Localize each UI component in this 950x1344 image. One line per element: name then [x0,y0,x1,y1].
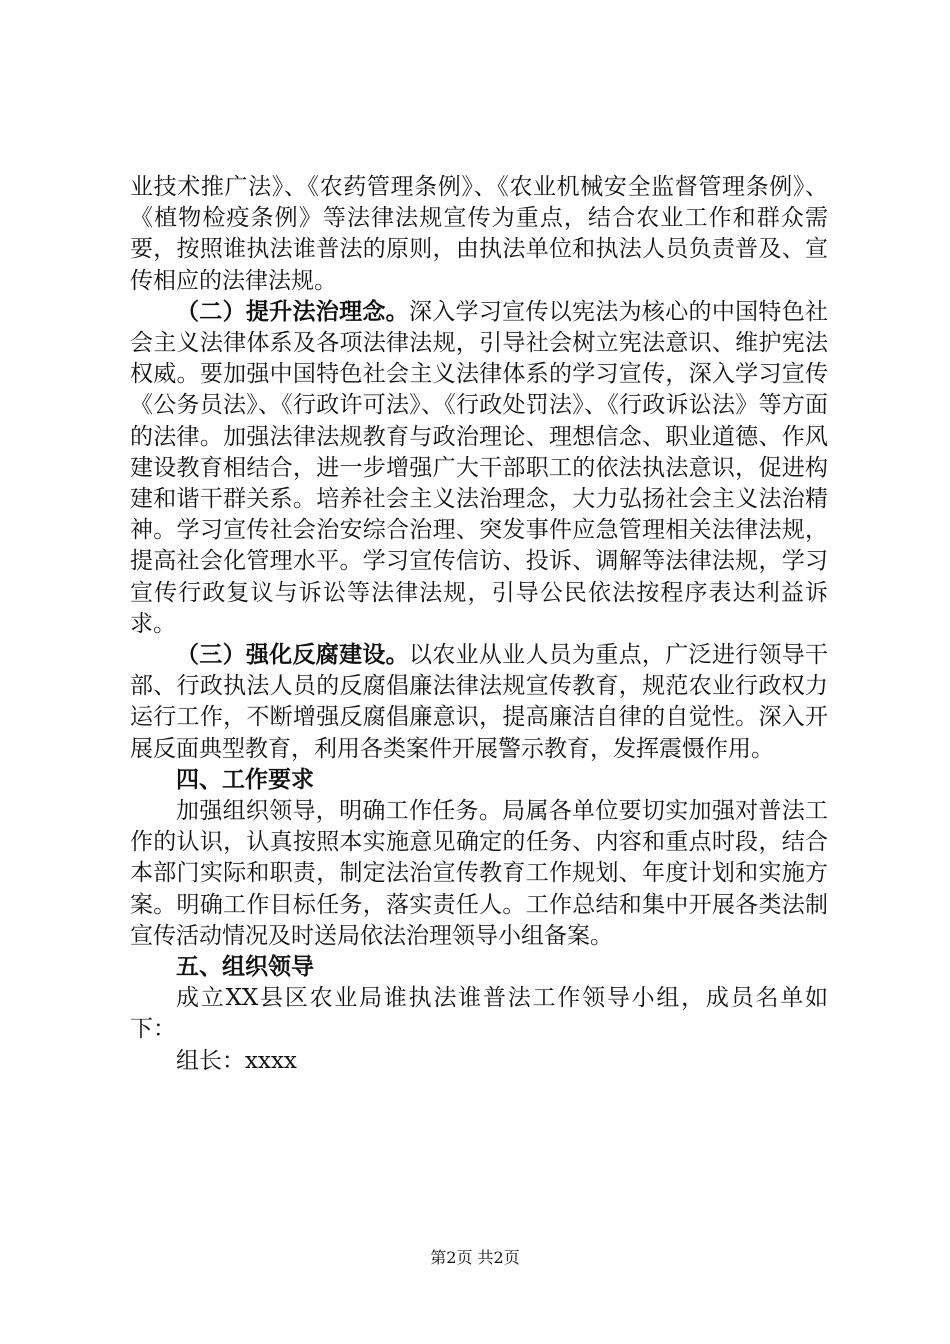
section-lead-anti-corruption: （三）强化反腐建设。 [176,642,409,669]
paragraph-organization: 成立XX县区农业局谁执法谁普法工作领导小组，成员名单如下： [130,985,828,1043]
section-heading-work-requirements: 四、工作要求 [176,766,314,793]
paragraph-work-requirements: 加强组织领导，明确工作任务。局属各单位要切实加强对普法工作的认识，认真按照本实施意见确定的任务、内容和重点时段，结合本部门实际和职责，制定法治宣传教育工作规划、年度计划和实施方案。明确工作目标任务，落实责任人。工作总结和集中开展各类法制宣传活动情况及时送局依法治理领导小组备案。 [130,798,828,949]
paragraph-anti-corruption [130,640,828,765]
paragraph-anti-corruption-text: 以农业从业人员为重点，广泛进行领导干部、行政执法人员的反腐倡廉法律法规宣传教育，规范农业行政权力运行工作，不断增强反腐倡廉意识，提高廉洁自律的自觉性。深入开展反面典型教育，利用各类案件开展警示教育，发挥震慑作用。 [130,642,829,762]
paragraph-rule-of-law-text: 深入学习宣传以宪法为核心的中国特色社会主义法律体系及各项法律法规，引导社会树立宪法意识、维护宪法权威。要加强中国特色社会主义法律体系的学习宣传，深入学习宣传《公务员法》、《行政许可法》、《行政处罚法》、《行政诉讼法》等方面的法律。加强法律法规教育与政治理论、理想信念、职业道德、作风建设教育相结合，进一步增强广大干部职工的依法执法意识，促进构建和谐干群关系。培养社会主义法治理念，大力弘扬社会主义法治精神。学习宣传社会治安综合治理、突发事件应急管理相关法律法规，提高社会化管理水平。学习宣传信访、投诉、调解等法律法规，学习宣传行政复议与诉讼等法律法规，引导公民依法按程序表达利益诉求。 [130,298,829,637]
paragraph-laws-intro: 业技术推广法》、《农药管理条例》、《农业机械安全监督管理条例》、《植物检疫条例》等法律法规宣传为重点，结合农业工作和群众需要，按照谁执法谁普法的原则，由执法单位和执法人员负责普及、宣传相应的法律法规。 [130,174,828,294]
page-number: 第2页 共2页 [430,1248,520,1267]
section-lead-rule-of-law: （二）提升法治理念。 [176,298,409,325]
document-body [130,172,828,1077]
paragraph-team-leader: 组长：xxxx [176,1047,297,1074]
paragraph-rule-of-law [130,297,828,640]
section-heading-organization: 五、组织领导 [176,954,314,981]
